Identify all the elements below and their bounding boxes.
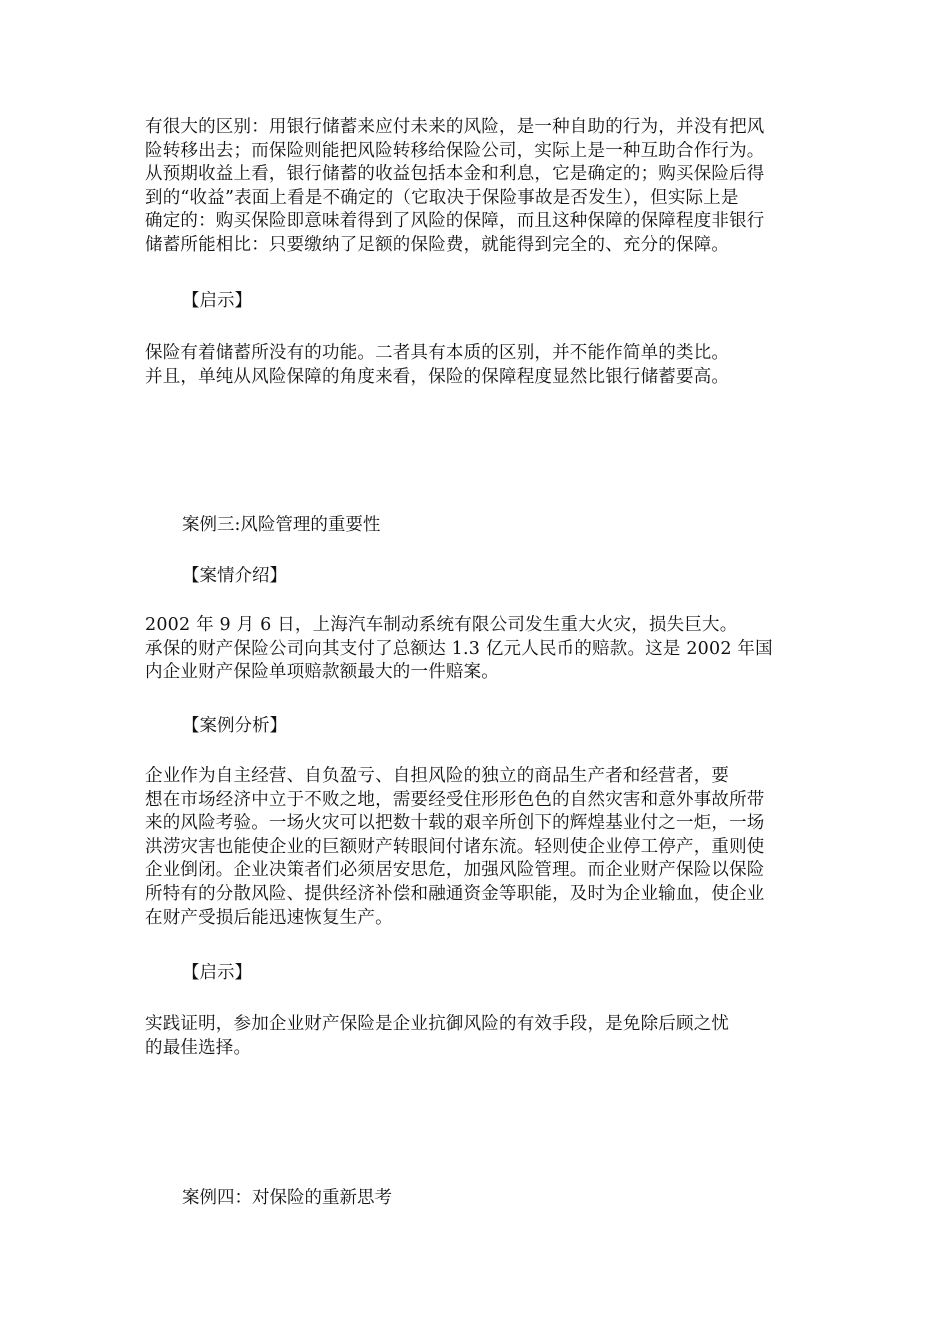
paragraph-case-intro: 2002 年 9 月 6 日，上海汽车制动系统有限公司发生重大火灾，损失巨大。 承保的财产保险公司向其支付了总额达 1.3 亿元人民币的赔款。这是 2002 年国 内企业财产保险单项赔款额最大的一件赔案。: [145, 615, 773, 683]
case4-title: 案例四：对保险的重新思考: [182, 1188, 392, 1208]
heading-qishi-2: 【启示】: [182, 963, 252, 983]
heading-qishi-1: 【启示】: [182, 291, 252, 311]
paragraph-savings-vs-insurance: 有很大的区别：用银行储蓄来应付未来的风险，是一种自助的行为，并没有把风 险转移出去；而保险则能把风险转移给保险公司，实际上是一种互助合作行为。 从预期收益上看，银行储蓄的收益包括本金和利息，它是确定的；购买保险后得 到的“收益”表面上看是不确定的（它取决于保险事故是否发生），但实际上是 确定的：购买保险即意味着得到了风险的保障，而且这种保障的保障程度非银行 储蓄所能相比：只要缴纳了足额的保险费，就能得到完全的、充分的保障。: [145, 117, 765, 255]
paragraph-insurance-function: 保险有着储蓄所没有的功能。二者具有本质的区别，并不能作简单的类比。 并且，单纯从风险保障的角度来看，保险的保障程度显然比银行储蓄要高。: [145, 343, 730, 387]
paragraph-conclusion: 实践证明，参加企业财产保险是企业抗御风险的有效手段，是免除后顾之忧 的最佳选择。: [145, 1014, 730, 1058]
heading-case-intro: 【案情介绍】: [182, 566, 287, 586]
paragraph-case-analysis: 企业作为自主经营、自负盈亏、自担风险的独立的商品生产者和经营者，要 想在市场经济中立于不败之地，需要经受住形形色色的自然灾害和意外事故所带 来的风险考验。一场火灾可以把数十载的艰辛所创下的辉煌基业付之一炬，一场 洪涝灾害也能使企业的巨额财产转眼间付诸东流。轻则使企业停工停产，重则使 企业倒闭。企业决策者们必须居安思危，加强风险管理。而企业财产保险以保险 所特有的分散风险、提供经济补偿和融通资金等职能，及时为企业输血，使企业 在财产受损后能迅速恢复生产。: [145, 766, 765, 928]
heading-case-analysis: 【案例分析】: [182, 716, 287, 736]
case3-title: 案例三:风险管理的重要性: [182, 515, 381, 535]
